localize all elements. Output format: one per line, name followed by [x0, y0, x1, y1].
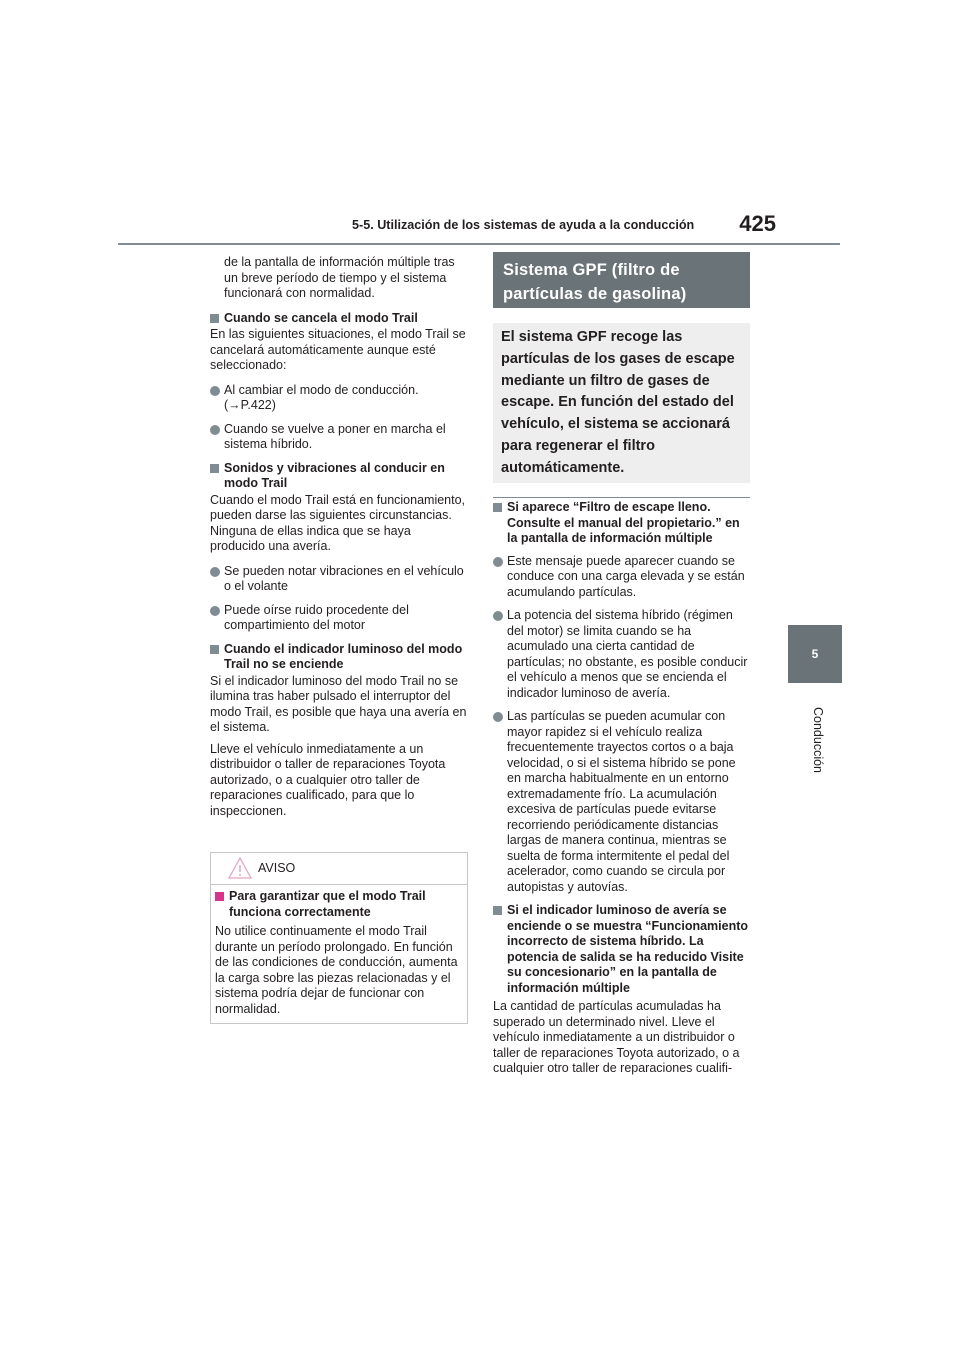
warning-header [211, 853, 467, 885]
page-reference-link[interactable]: (→P.422) [224, 398, 276, 412]
paragraph: En las siguientes situaciones, el modo Trail se cancelará automáticamente aunque esté seleccionado: [210, 327, 466, 372]
left-column [210, 255, 468, 825]
section-heading: Si el indicador luminoso de avería se enciende o se muestra “Funcionamiento incorrecto de sistema híbrido. La potencia de salida se ha reducido Visite su concesionario” en la pantalla de información múltiple [493, 903, 751, 996]
chapter-number: 5 [811, 647, 819, 661]
section-heading: Cuando se cancela el modo Trail [210, 311, 468, 327]
header-rule [118, 243, 840, 245]
warning-body [211, 885, 467, 1017]
bullet-item: La potencia del sistema híbrido (régimen del motor) se limita cuando se ha acumulado una cierta cantidad de partículas; no obstante, es posible conducir el vehículo a menos que se encienda el indicador luminoso de avería. [493, 608, 751, 701]
chapter-label: Conducción [811, 706, 825, 773]
paragraph: Si el indicador luminoso del modo Trail no se ilumina tras haber pulsado el interruptor del modo Trail, es posible que haya una avería en el sistema. [210, 673, 467, 734]
warning-box [210, 852, 468, 1024]
bullet-item: Las partículas se pueden acumular con mayor rapidez si el vehículo realiza frecuentemente trayectos cortos o a baja velocidad, o si el sistema híbrido se pone en marcha habitualmente en un entorno extremadamente frío. La acumulación excesiva de partículas puede evitarse recorriendo periódicamente distancias largas de manera continua, mientras se suelta de forma intermitente el pedal del acelerador, como cuando se circula por autopistas y autovías. [493, 709, 751, 895]
gpf-rule [493, 497, 750, 498]
page-number: 425 [739, 211, 776, 236]
chapter-tab[interactable] [788, 625, 842, 683]
paragraph: Cuando el modo Trail está en funcionamiento, pueden darse las siguientes circunstancias. Ninguna de ellas indica que se haya producido una avería. [210, 492, 466, 553]
paragraph: La cantidad de partículas acumuladas ha superado un determinado nivel. Lleve el vehículo inmediatamente a un distribuidor o taller de reparaciones Toyota autorizado, o a cualquier otro taller de reparaciones cualifi- [493, 999, 740, 1075]
warning-heading: Para garantizar que el modo Trail funciona correctamente [215, 889, 463, 920]
warning-label: AVISO [258, 861, 296, 875]
paragraph: Lleve el vehículo inmediatamente a un distribuidor o taller de reparaciones Toyota autorizado, o a cualquier otro taller de reparaciones cualificado, para que lo inspeccionen. [210, 741, 446, 818]
gpf-intro-box: El sistema GPF recoge las partículas de los gases de escape mediante un filtro de gases de escape. En función del estado del vehículo, el sistema se accionará para regenerar el filtro automáticamente. [493, 323, 750, 483]
section-heading: Si aparece “Filtro de escape lleno. Consulte el manual del propietario.” en la pantalla de información múltiple [493, 500, 751, 547]
bullet-item [210, 383, 468, 414]
section-heading: Sonidos y vibraciones al conducir en modo Trail [210, 461, 468, 492]
warning-text: No utilice continuamente el modo Trail durante un período prolongado. En función de las condiciones de conducción, aumenta la carga sobre las piezas relacionadas y el sistema podría dejar de funcionar con normalidad. [215, 924, 458, 1016]
section-title: 5-5. Utilización de los sistemas de ayuda a la conducción [352, 218, 695, 232]
warning-triangle-icon [228, 857, 252, 879]
right-column [493, 500, 751, 1083]
bullet-item: Puede oírse ruido procedente del compartimiento del motor [210, 603, 468, 634]
bullet-item: Se pueden notar vibraciones en el vehículo o el volante [210, 564, 468, 595]
bullet-text: Al cambiar el modo de conducción. [224, 382, 419, 397]
intro-continuation: de la pantalla de información múltiple tras un breve período de tiempo y el sistema funcionará con normalidad. [224, 255, 455, 300]
bullet-item: Este mensaje puede aparecer cuando se conduce con una carga elevada y se están acumulando partículas. [493, 554, 751, 601]
gpf-section-title: Sistema GPF (filtro de partículas de gasolina) [493, 252, 750, 308]
bullet-item: Cuando se vuelve a poner en marcha el sistema híbrido. [210, 422, 468, 453]
section-heading: Cuando el indicador luminoso del modo Trail no se enciende [210, 642, 468, 673]
